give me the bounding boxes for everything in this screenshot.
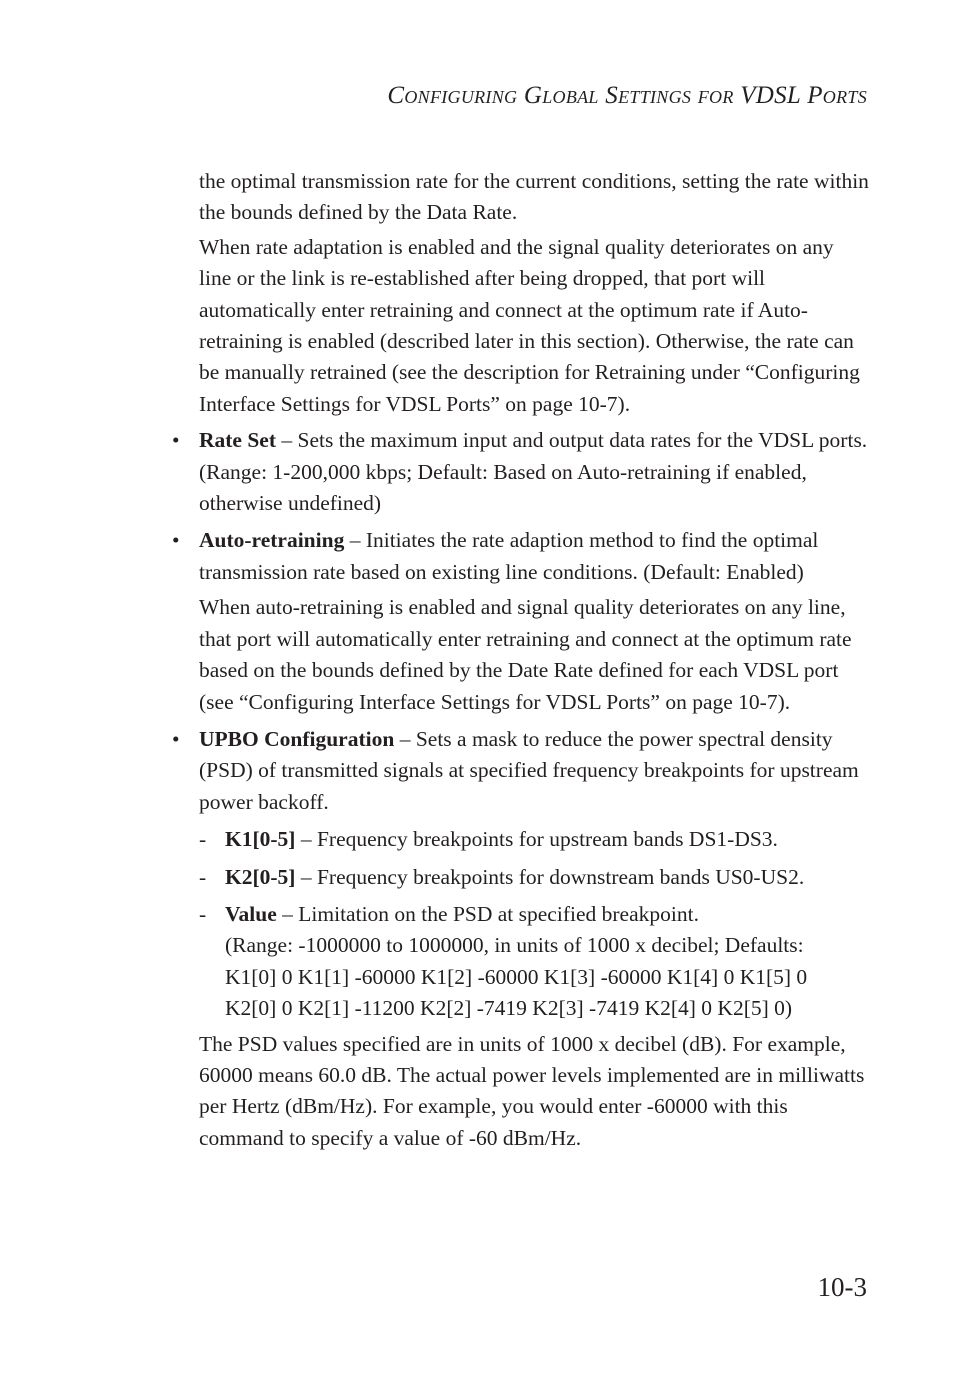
k1-description: – Frequency breakpoints for upstream bands DS1-DS3. [295, 827, 778, 852]
term-k2: K2[0-5] [225, 864, 296, 889]
bullet-auto-retraining [172, 525, 871, 717]
value-k1-defaults: K1[0] 0 K1[1] -60000 K1[2] -60000 K1[3] -60000 K1[4] 0 K1[5] 0 [225, 964, 808, 989]
term-upbo-configuration: UPBO Configuration [199, 726, 395, 751]
intro-continuation: the optimal transmission rate for the current conditions, setting the rate within the bounds defined by the Data Rate. [199, 169, 869, 225]
term-rate-set: Rate Set [199, 428, 277, 453]
page-body [172, 166, 871, 1160]
value-range-line: (Range: -1000000 to 1000000, in units of 1000 x decibel; Defaults: [225, 933, 804, 958]
psd-note-paragraph: The PSD values specified are in units of 1000 x decibel (dB). For example, 60000 means 60.0 dB. The actual power levels implemented are in milliwatts per Hertz (dBm/Hz). For example, you would enter -60000 with this command to specify a value of -60 dBm/Hz. [199, 1031, 865, 1150]
dash-item-value [199, 899, 871, 1025]
rate-set-description: – Sets the maximum input and output data rates for the VDSL ports. (Range: 1-200,000 kbps; Default: Based on Auto-retraining if enabled, otherwise undefined) [199, 428, 868, 516]
page-number: 10-3 [817, 1272, 867, 1302]
bullet-rate-set [172, 425, 871, 519]
bullet-mark: • [172, 528, 180, 553]
bullet-upbo-configuration [172, 724, 871, 1154]
dash-mark: - [199, 827, 207, 852]
value-description: – Limitation on the PSD at specified breakpoint. [276, 901, 699, 926]
rate-adaptation-paragraph: When rate adaptation is enabled and the signal quality deteriorates on any line or the link is re-established after being dropped, that port will automatically enter retraining and connect at the optimum rate if Auto-retraining is enabled (described later in this section). Otherwise, the rate can be manually retrained (see the description for Retraining under “Configuring Interface Settings for VDSL Ports” on page 10-7). [199, 234, 860, 416]
term-k1: K1[0-5] [225, 827, 296, 852]
auto-retraining-paragraph: When auto-retraining is enabled and signal quality deteriorates on any line, that port will automatically enter retraining and connect at the optimum rate based on the bounds defined by the Date Rate defined for each VDSL port (see “Configuring Interface Settings for VDSL Ports” on page 10-7). [199, 595, 852, 714]
bullet-mark: • [172, 726, 180, 751]
term-value: Value [225, 901, 277, 926]
k2-description: – Frequency breakpoints for downstream bands US0-US2. [295, 864, 805, 889]
bullet-mark: • [172, 428, 180, 453]
upbo-description: – Sets a mask to reduce the power spectral density (PSD) of transmitted signals at specified frequency breakpoints for upstream power backoff. [199, 726, 859, 814]
dash-mark: - [199, 864, 207, 889]
dash-item-k1 [199, 824, 871, 855]
dash-item-k2 [199, 862, 871, 893]
auto-retraining-description: – Initiates the rate adaption method to find the optimal transmission rate based on existing line conditions. (Default: Enabled) [199, 528, 819, 584]
dash-mark: - [199, 901, 207, 926]
running-header: Configuring Global Settings for VDSL Ports [387, 82, 867, 109]
term-auto-retraining: Auto-retraining [199, 528, 345, 553]
value-k2-defaults: K2[0] 0 K2[1] -11200 K2[2] -7419 K2[3] -7419 K2[4] 0 K2[5] 0) [225, 996, 793, 1021]
